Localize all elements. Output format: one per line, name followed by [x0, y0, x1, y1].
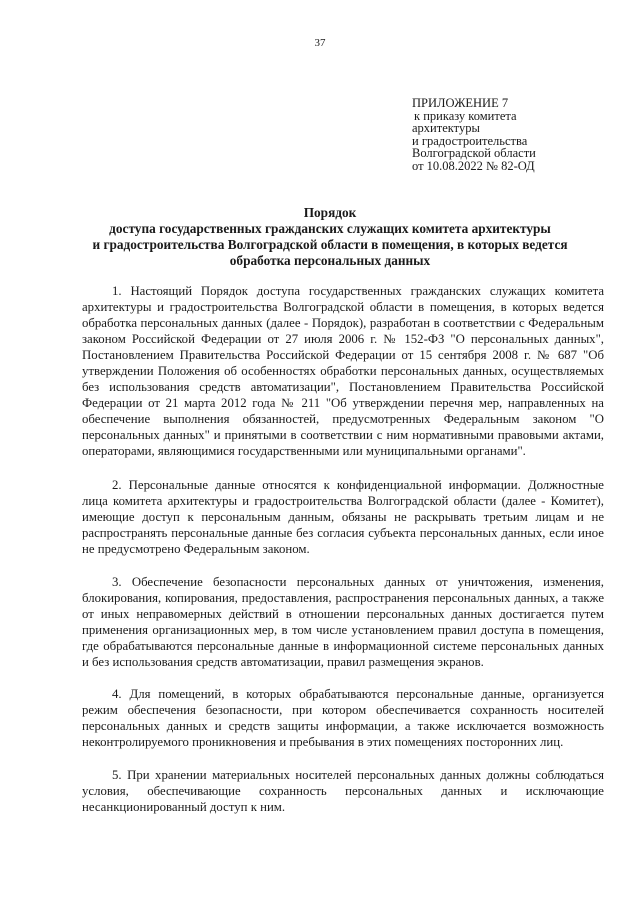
appendix-line: архитектуры — [412, 121, 480, 135]
appendix-block — [412, 97, 536, 172]
appendix-line: Волгоградской области — [412, 146, 536, 160]
title-line: и градостроительства Волгоградской области в помещения, в которых ведется — [92, 237, 568, 252]
paragraph-1: 1. Настоящий Порядок доступа государственных гражданских служащих комитета архитектуры и градостроительства Волгоградской области в помещения, в которых ведется обработка персональных данных (далее - Порядок), разработан в соответствии с Федеральным законом Российской Федерации от 27 июля 2006 г. № 152-ФЗ "О персональных данных", Постановлением Правительства Российской Федерации от 15 сентября 2008 г. № 687 "Об утверждении Положения об особенностях обработки персональных данных, осуществляемых без использования средств автоматизации", Постановлением Правительства Российской Федерации от 21 марта 2012 года № 211 "Об утверждении перечня мер, направленных на обеспечение выполнения обязанностей, предусмотренных Федеральным законом "О персональных данных" и принятыми в соответствии с ним нормативными правовыми актами, операторами, являющимися государственными или муниципальными органами". — [82, 284, 604, 458]
document-title — [60, 205, 600, 269]
title-line: доступа государственных гражданских служащих комитета архитектуры — [109, 221, 551, 236]
appendix-line: и градостроительства — [412, 133, 528, 148]
title-line: обработка персональных данных — [229, 253, 431, 268]
paragraph-5: 5. При хранении материальных носителей персональных данных должны соблюдаться условия, обеспечивающие сохранность персональных данных и исключающие несанкционированный доступ к ним. — [82, 768, 604, 814]
paragraph-3: 3. Обеспечение безопасности персональных данных от уничтожения, изменения, блокирования, копирования, предоставления, распространения персональных данных, а также от иных неправомерных действий в отношении персональных данных достигается путем применения организационных мер, в том числе установлением правил доступа в помещения, где обрабатываются персональные данные в информационной системе персональных данных и без использования средств автоматизации, правил размещения экранов. — [82, 575, 604, 669]
appendix-line: к приказу комитета — [414, 108, 517, 123]
document-body — [82, 283, 604, 815]
paragraph-2: 2. Персональные данные относятся к конфиденциальной информации. Должностные лица комитета архитектуры и градостроительства Волгоградской области (далее - Комитет), имеющие доступ к персональным данным, обязаны не раскрывать третьим лицам и не распространять персональные данные без согласия субъекта персональных данных, если иное не предусмотрено Федеральным законом. — [82, 478, 604, 556]
title-line: Порядок — [303, 205, 357, 220]
paragraph-4: 4. Для помещений, в которых обрабатываются персональные данные, организуется режим обеспечения безопасности, при котором обеспечивается сохранность носителей персональных данных и средств защиты информации, а также исключается возможность неконтролируемого проникновения и пребывания в этих помещениях посторонних лиц. — [82, 687, 604, 749]
appendix-date: от 10.08.2022 № 82-ОД — [412, 158, 535, 173]
page-number: 37 — [314, 37, 326, 49]
appendix-heading: ПРИЛОЖЕНИЕ 7 — [412, 96, 509, 110]
